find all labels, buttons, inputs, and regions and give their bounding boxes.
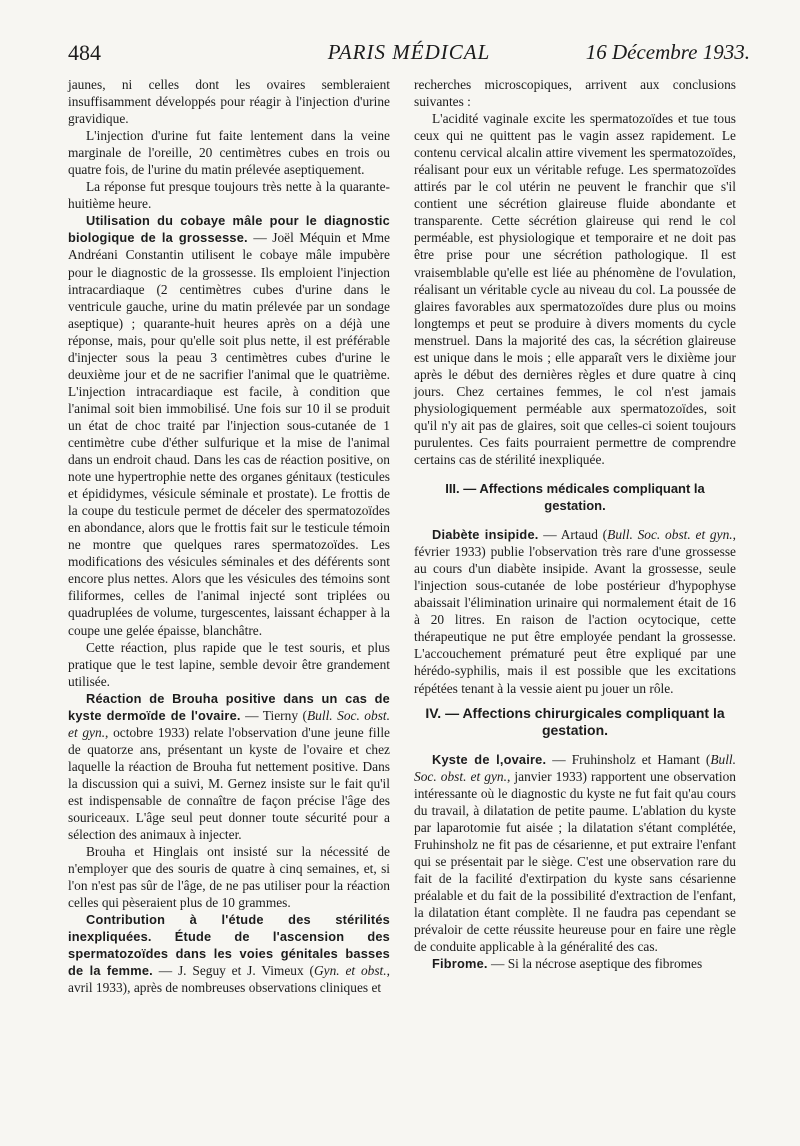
paragraph-text: , janvier 1933) rapportent une observation intéressante où le diagnostic du kyste ne fut fait qu'au cours du travail, à dilatation de petite paume. L'ablation du kyste par laparotomie fut aisée ; la dilatation s'étant complétée, Fruhinsholz ne fit pas de césarienne, et put extraire l'enfant qui se présentait par le siège. C'est une observation rare du fait de la facilité d'extirpation du kyste sans césarienne préalable et du fait de la possibilité d'extraction de l'enfant, la dilatation étant complète. Il ne faudra pas cependant se prévaloir de cette réussite heureuse pour en faire une règle de conduite applicable à la généralité des cas. — [414, 768, 736, 955]
paragraph-text: — Tierny ( — [245, 707, 307, 723]
paragraph — [414, 955, 736, 972]
runin-title: Kyste de l,ovaire. — [432, 751, 547, 767]
paragraph-text: — Si la nécrose aseptique des fibromes — [491, 956, 703, 972]
paragraph: L'acidité vaginale excite les spermatozoïdes et tue tous ceux qui ne quittent pas le vagin assez rapidement. Le contenu cervical alcalin attire vivement les spermatozoïdes, réalisant pour eux un véritable refuge. Les spermatozoïdes attirés par le col utérin ne peuvent le franchir que s'il contient une sécrétion glaireuse fluide abondante et transparente. Cette sécrétion glaireuse qui rend le col perméable, est physiologique et temporaire et ne doit pas être prise pour une sécrétion pathologique. Il est vraisemblable qu'elle est liée au phénomène de l'ovulation, réalisant un véritable cycle au niveau du col. La poussée de glaires favorables aux spermatozoïdes dure plus ou moins longtemps et peut se produire à divers moments du cycle menstruel. Dans la majorité des cas, la sécrétion glaireuse est unique dans le mois ; elle apparaît vers le dixième jour après le début des dernières règles et dure quatre à cinq jours. Chez certaines femmes, le col n'est jamais physiologiquement perméable aux spermatozoïdes, soit qu'il n'y ait pas de glaires, soit que celles-ci soient toujours purulentes. Ces faits pourraient permettre de comprendre certains cas de stérilité inexpliquée. — [414, 111, 736, 468]
runin-title: Utilisation du cobaye mâle pour le diagnostic biologique de la grossesse. — [68, 213, 390, 246]
citation: Bull. Soc. obst. et gyn. — [414, 751, 736, 784]
citation: Gyn. et obst. — [313, 963, 387, 979]
paragraph: Cette réaction, plus rapide que le test souris, et plus pratique que le test lapine, semble devoir être grandement utilisée. — [68, 639, 390, 689]
paragraph: Brouha et Hinglais ont insisté sur la nécessité de n'employer que des souris de quatre à cinq semaines, et, si l'on n'est pas sûr de l'âge, de ne pas utiliser pour la réaction celles qui pèseraient plus de 10 grammes. — [68, 844, 390, 911]
paragraph: recherches microscopiques, arrivent aux conclusions suivantes : — [414, 77, 736, 110]
paragraph — [414, 751, 736, 956]
right-column — [414, 76, 736, 972]
page-number: 484 — [68, 40, 101, 65]
page-header — [68, 40, 750, 70]
paragraph-text: , octobre 1933) relate l'observation d'une jeune fille de quatorze ans, présentant un kyste de l'ovaire et chez laquelle la réaction de Brouha fut nettement positive. Dans la discussion qui a suivi, M. Gernez insiste sur le fait qu'il est indispensable de connaître de façon précise l'âge des souriceaux. L'âge seul peut donner toute sécurité pour a sélection des animaux à injecter. — [68, 724, 390, 843]
runin-title: Diabète insipide. — [432, 527, 539, 543]
runin-title: Fibrome. — [432, 956, 488, 972]
issue-date: 16 Décembre 1933. — [585, 40, 750, 64]
citation: Bull. Soc. obst. et gyn. — [68, 707, 390, 740]
paragraph — [68, 690, 390, 843]
paragraph: La réponse fut presque toujours très nette à la quarante-huitième heure. — [68, 179, 390, 212]
paragraph-text: — Joël Méquin et Mme Andréani Constantin utilisent le cobaye mâle impubère pour le diagnostic de la grossesse. Ils emploient l'injection intracardiaque (2 centimètres cubes d'urine dans le ventricule gauche, urine du matin prélevée par un sondage aseptique) ; quarante-huit heures après on a déjà une réponse, mais, pour qu'elle soit plus nette, il est préférable d'injecter sous la peau 3 centimètres cubes d'urine le deuxième jour et de ne sacrifier l'animal que le quatrième. L'injection intracardiaque est facile, à condition que l'animal soit bien immobilisé. Une fois sur 10 il se produit un état de choc traité par l'injection sous-cutanée de 1 centimètre cube d'éther sulfurique et la mise de l'animal dans un endroit chaud. Dans les cas de réaction positive, on note une hypertrophie nette des organes génitaux (testicules et épididymes, vésicule séminale et prostate). Le frottis de la coupe du testicule permet de déceler des spermatozoïdes en abondance, alors que le frottis fait sur le testicule témoin ne montre que quelques rares spermatozoïdes. Les modifications des vésicules séminales et des déférents sont encore plus nettes. Alors que les vésicules des témoins sont filiformes, celles de l'animal injecté sont triplées ou quadruplées de volume, turgescentes, laissant échapper à la coupe une gelée épaisse, blanchâtre. — [68, 230, 390, 638]
paragraph — [68, 911, 390, 996]
citation: Bull. Soc. obst. et gyn. — [607, 527, 733, 543]
paragraph-text: — J. Seguy et J. Vimeux ( — [158, 963, 314, 979]
runin-title: Réaction de Brouha positive dans un cas de kyste dermoïde de l'ovaire. — [68, 690, 390, 723]
section-heading-iv: IV. — Affections chirurgicales compliquant la gestation. — [425, 704, 725, 738]
paragraph-text: , avril 1933), après de nombreuses observations cliniques et — [68, 963, 390, 996]
left-column — [68, 76, 390, 997]
paragraph — [68, 212, 390, 638]
paragraph-text: , février 1933) publie l'observation très rare d'une grossesse au cours d'un diabète insipide. Avant la grossesse, seule l'injection sous-cutanée de lobe postérieur d'hypophyse abaissait l'élimination urinaire qui normalement était de 16 à 20 litres. En raison de l'action ocytocique, cette thérapeutique ne put être employée pendant la grossesse. L'accouchement prématuré peut être expliqué par une hérédo-syphilis, mais il est possible que les excitations répétées tenant à la vessie aient pu jouer un rôle. — [414, 527, 736, 696]
section-heading-iii: III. — Affections médicales compliquant la gestation. — [445, 481, 705, 514]
runin-title: Contribution à l'étude des stérilités inexpliquées. Étude de l'ascension des spermatozoïdes dans les voies génitales basses de la femme. — [68, 912, 390, 979]
paragraph-text: — Artaud ( — [543, 527, 608, 543]
paragraph-text: — Fruhinsholz et Hamant ( — [552, 751, 711, 767]
journal-title: PARIS MÉDICAL — [327, 40, 491, 64]
paragraph — [414, 526, 736, 696]
paragraph: L'injection d'urine fut faite lentement dans la veine marginale de l'oreille, 20 centimètres cubes en trois ou quatre fois, de l'urine du matin prélevée aseptiquement. — [68, 128, 390, 178]
paragraph: jaunes, ni celles dont les ovaires sembleraient insuffisamment développés pour réagir à l'injection d'urine gravidique. — [68, 77, 390, 127]
